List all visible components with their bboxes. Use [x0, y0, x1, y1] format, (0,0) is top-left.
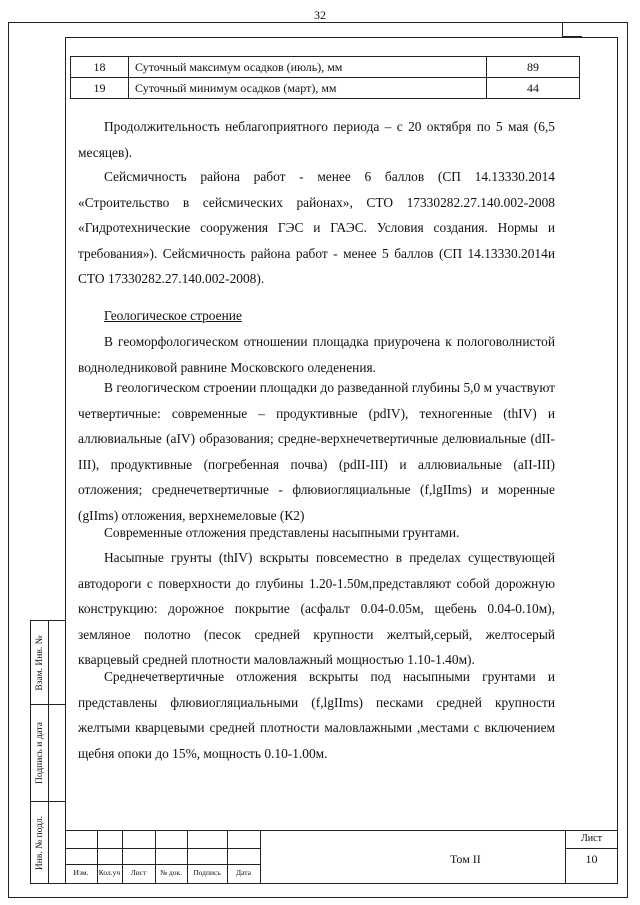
side-cell-inventory: [30, 801, 66, 884]
title-block-row-line: [65, 864, 260, 865]
paragraph-seismicity: Сейсмичность района работ - менее 6 баллов (СП 14.13330.2014 «Строительство в сейсмических районах», СТО 17330282.27.140.002-2008 «Гидротехнические сооружения ГЭС и ГАЭС. Условия создания. Нормы и требования»). Сейсмичность района работ - менее 5 баллов (СП 14.13330.2014и СТО 17330282.27.140.002-2008).: [78, 169, 555, 286]
title-block: [65, 830, 618, 884]
sheet-divider-line: [565, 848, 618, 849]
sheet-label: Лист: [581, 833, 602, 844]
side-cell-replacement: [30, 620, 66, 705]
paragraph-middle-quaternary: Среднечетвертичные отложения вскрыты под насыпными грунтами и представлены флювиогляциальными (f,lgIIms) песками средней крупности желтыми кварцевыми средней плотности маловлажными ,местами с включением щебня опоки до 15%, мощность 0.10-1.00м.: [78, 669, 555, 761]
title-block-row-line: [65, 848, 260, 849]
title-block-col-line: [260, 830, 261, 884]
table-row: [71, 78, 580, 99]
paragraph-fill-soils: Насыпные грунты (thIV) вскрыты повсеместно в пределах существующей автодороги с поверхности до глубины 1.20-1.50м,представляют собой дорожную конструкцию: дорожное покрытие (асфальт 0.04-0.05м, щебень 0.04-0.10м), земляное полотно (песок средней крупности желтый,серый, желтосерый кварцевый средней плотности маловлажный мощностью 1.10-1.40м).: [78, 550, 555, 667]
sheet-number: 10: [585, 852, 598, 866]
caption-count: Кол.уч: [98, 868, 121, 877]
side-label-signature: Подпись и дата: [34, 721, 45, 785]
paragraph-geomorphology: В геоморфологическом отношении площадка приурочена к пологоволнистой водноледниковой равнине Московского оледенения.: [78, 334, 555, 375]
corner-tab: [562, 22, 582, 37]
side-label-inventory: Инв. № подл.: [34, 815, 45, 870]
caption-sheet: Лист: [130, 868, 147, 877]
row-value: 44: [487, 78, 580, 99]
row-value: 89: [487, 57, 580, 78]
page-number: 32: [314, 8, 326, 22]
paragraph-modern-deposits: Современные отложения представлены насыпными грунтами.: [104, 525, 460, 540]
caption-change: Изм.: [73, 868, 89, 877]
side-stamp: [30, 620, 66, 884]
row-name: Суточный максимум осадков (июль), мм: [129, 57, 487, 78]
caption-signature: Подпись: [193, 868, 221, 877]
side-cell-signature: [30, 704, 66, 802]
caption-doc-number: № док.: [159, 868, 183, 877]
row-number: 19: [71, 78, 129, 99]
row-name: Суточный минимум осадков (март), мм: [129, 78, 487, 99]
side-label-replacement: Взам. Инв. №: [34, 634, 45, 691]
section-heading: Геологическое строение: [104, 308, 242, 323]
table-row: [71, 57, 580, 78]
row-number: 18: [71, 57, 129, 78]
title-block-top-line: [65, 830, 618, 831]
paragraph-geology: В геологическом строении площадки до разведанной глубины 5,0 м участвуют четвертичные: современные – продуктивные (pdIV), техногенные (thIV) и аллювиальные (aIV) образования; средне-верхнечетвертичные делювиальные (dII-III), продуктивные (погребенная почва) (pdII-III) и аллювиальные (aII-III) отложения; среднечетвертичные - флювиогляциальные (f,lgIIms) и моренные (gIIms) отложения, верхнемеловые (К2): [78, 380, 555, 523]
caption-date: Дата: [236, 868, 251, 877]
volume-label: Том II: [450, 852, 481, 866]
paragraph-unfavorable-period: Продолжительность неблагоприятного периода – с 20 октября по 5 мая (6,5 месяцев).: [78, 119, 555, 160]
climate-table: [70, 56, 580, 99]
